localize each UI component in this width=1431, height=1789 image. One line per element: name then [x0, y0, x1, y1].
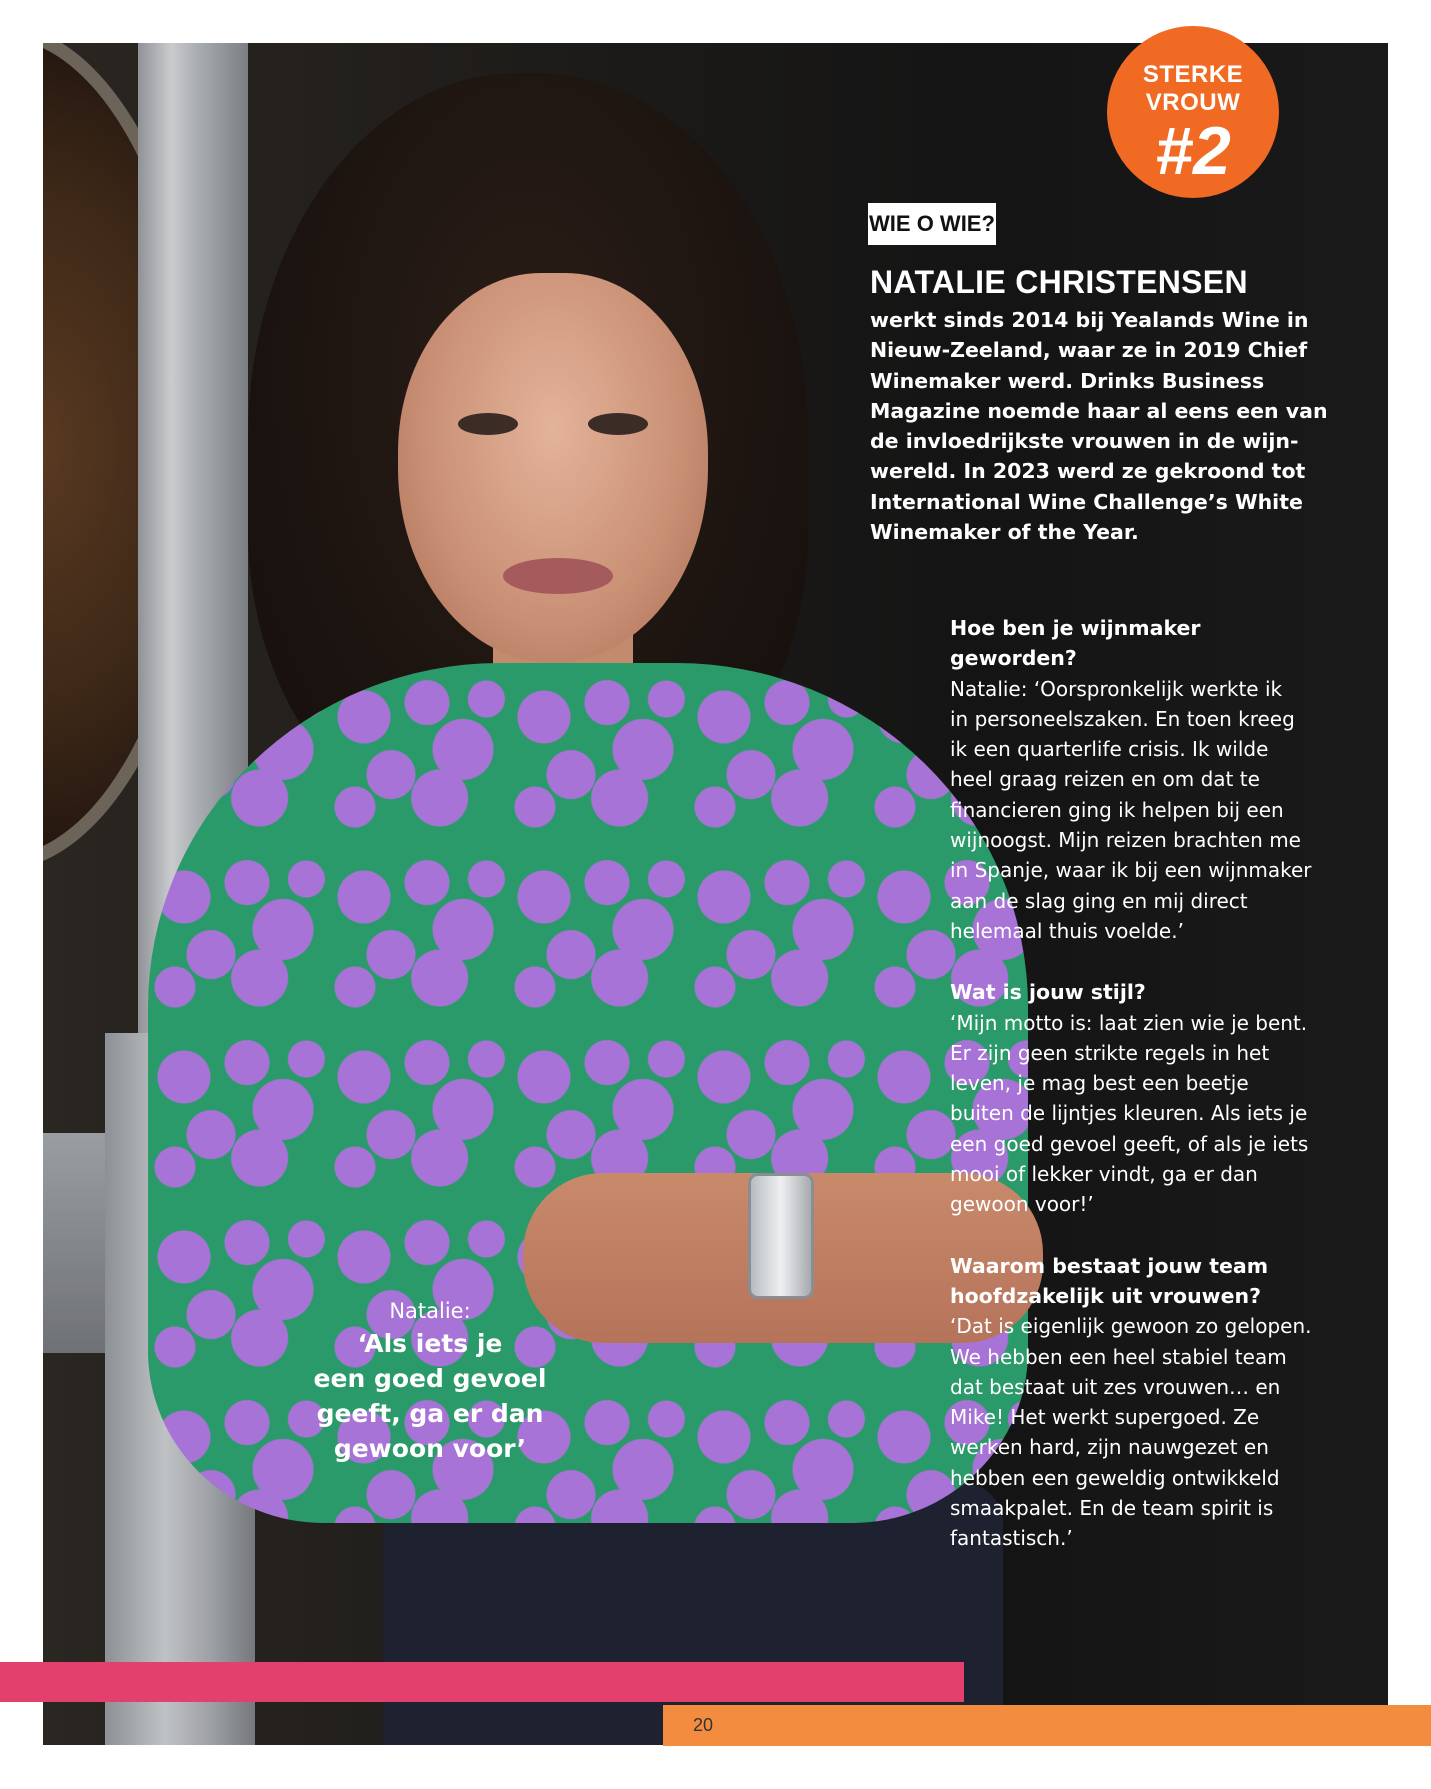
- question-1: [950, 613, 1350, 674]
- answer-line: helemaal thuis voelde.’: [950, 918, 1184, 943]
- answer-line: mooi of lekker vindt, ga er dan: [950, 1162, 1258, 1187]
- orange-bar: [663, 1705, 1431, 1746]
- intro-line: International Wine Challenge’s White: [870, 489, 1303, 514]
- answer-line: buiten de lijntjes kleuren. Als iets je: [950, 1101, 1308, 1126]
- pull-quote: [285, 1296, 575, 1466]
- answer-line: ‘Dat is eigenlijk gewoon zo gelopen.: [950, 1314, 1312, 1339]
- question-line: geworden?: [950, 646, 1077, 671]
- badge-line-2: VROUW: [1145, 89, 1241, 116]
- page-number: 20: [693, 1715, 714, 1735]
- answer-line: dat bestaat uit zes vrouwen… en: [950, 1374, 1281, 1399]
- answer-line: smaakpalet. En de team spirit is: [950, 1496, 1274, 1521]
- left-eye: [458, 413, 518, 435]
- question-line: Hoe ben je wijnmaker: [950, 616, 1201, 640]
- answer-line: Mike! Het werkt supergoed. Ze: [950, 1405, 1260, 1430]
- intro-paragraph: [870, 305, 1340, 547]
- question-3: [950, 1251, 1350, 1312]
- badge-number: #2: [1155, 113, 1231, 189]
- lips: [503, 558, 613, 594]
- quote-text: [285, 1326, 575, 1466]
- sterke-vrouw-badge: [1107, 26, 1279, 198]
- answer-3: [950, 1311, 1350, 1553]
- green-blouse: [148, 663, 1028, 1523]
- intro-line: de invloedrijkste vrouwen in de wijn-: [870, 429, 1299, 454]
- answer-line: werken hard, zijn nauwgezet en: [950, 1435, 1269, 1460]
- intro-line: wereld. In 2023 werd ze gekroond tot: [870, 459, 1306, 484]
- quote-line: een goed gevoel: [313, 1364, 547, 1393]
- answer-line: leven, je mag best een beetje: [950, 1071, 1249, 1096]
- wristwatch: [748, 1173, 814, 1299]
- answer-line: hebben een geweldig ontwikkeld: [950, 1465, 1280, 1490]
- question-line: hoofdzakelijk uit vrouwen?: [950, 1283, 1261, 1308]
- quote-speaker: Natalie:: [389, 1299, 471, 1323]
- answer-line: ik een quarterlife crisis. Ik wilde: [950, 737, 1269, 762]
- quote-line: gewoon voor’: [333, 1434, 527, 1463]
- answer-line: wijnoogst. Mijn reizen brachten me: [950, 828, 1301, 853]
- answer-line: heel graag reizen en om dat te: [950, 767, 1260, 792]
- answer-line: fantastisch.’: [950, 1526, 1073, 1551]
- answer-line: gewoon voor!’: [950, 1192, 1094, 1217]
- answer-line: aan de slag ging en mij direct: [950, 888, 1248, 913]
- section-label: WIE O WIE?: [868, 203, 996, 245]
- right-eye: [588, 413, 648, 435]
- answer-2: [950, 1008, 1350, 1220]
- answer-line: financieren ging ik helpen bij een: [950, 797, 1284, 822]
- face: [398, 273, 708, 663]
- intro-line: Nieuw-Zeeland, waar ze in 2019 Chief: [870, 338, 1308, 363]
- answer-line: een goed gevoel geeft, of als je iets: [950, 1131, 1309, 1156]
- answer-line: Er zijn geen strikte regels in het: [950, 1040, 1270, 1065]
- question-2: [950, 977, 1350, 1007]
- person-name: NATALIE CHRISTENSEN: [870, 264, 1248, 300]
- answer-line: We hebben een heel stabiel team: [950, 1344, 1287, 1369]
- question-line: Waarom bestaat jouw team: [950, 1253, 1269, 1278]
- question-line: Wat is jouw stijl?: [950, 980, 1146, 1005]
- intro-line: Winemaker of the Year.: [870, 520, 1139, 545]
- intro-line: Magazine noemde haar al eens een van: [870, 398, 1328, 423]
- badge-line-1: STERKE: [1142, 61, 1244, 88]
- intro-line: werkt sinds 2014 bij Yealands Wine in: [870, 308, 1309, 332]
- interview: [950, 613, 1350, 1554]
- answer-line: in personeelszaken. En toen kreeg: [950, 706, 1295, 731]
- answer-line: ‘Mijn motto is: laat zien wie je bent.: [950, 1010, 1308, 1035]
- answer-1: [950, 674, 1350, 947]
- quote-line: ‘Als iets je: [357, 1329, 503, 1358]
- pink-bar: [0, 1662, 964, 1702]
- answer-line: Natalie: ‘Oorspronkelijk werkte ik: [950, 676, 1283, 701]
- quote-line: geeft, ga er dan: [316, 1399, 544, 1428]
- intro-line: Winemaker werd. Drinks Business: [870, 368, 1265, 393]
- answer-line: in Spanje, waar ik bij een wijnmaker: [950, 858, 1312, 883]
